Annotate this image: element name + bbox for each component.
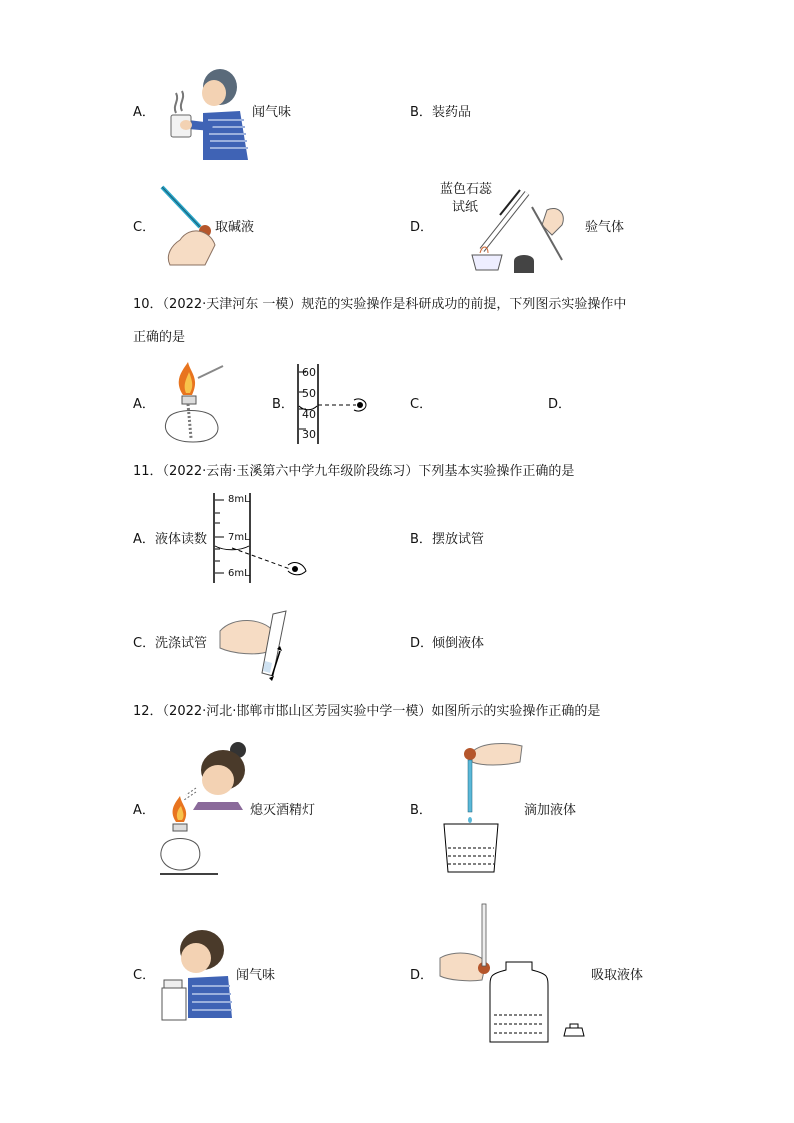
- q11-a-cylinder-reading-illustration: [212, 493, 312, 585]
- q9-option-a-letter: A．: [133, 105, 155, 120]
- q12-b-dropping-liquid-illustration: [442, 740, 532, 875]
- q10-scale-60: 60: [302, 366, 316, 379]
- q12-option-b-text: 滴加液体: [524, 803, 577, 818]
- q12-stem: 12．（2022·河北·邯郸市邯山区芳园实验中学一模）如图所示的实验操作正确的是: [133, 704, 601, 719]
- q10-option-a-letter: A．: [133, 397, 155, 412]
- q11-c-washing-tube-illustration: [218, 606, 298, 684]
- q11-cyl-label-8ml: 8mL: [228, 494, 250, 505]
- q9-option-d-text: 验气体: [585, 220, 625, 235]
- q10-option-c-letter: C．: [410, 397, 433, 412]
- q10-stem-line1: 10．（2022·天津河东 一模）规范的实验操作是科研成功的前提，下列图示实验操作中: [133, 297, 627, 312]
- q11-option-a-text: 液体读数: [155, 532, 208, 547]
- q9-option-a-text: 闻气味: [252, 105, 292, 120]
- q9-a-boy-smelling-illustration: [168, 65, 253, 160]
- q12-option-a-letter: A．: [133, 803, 155, 818]
- q11-option-a-letter: A．: [133, 532, 155, 547]
- q11-option-b-letter: B．: [410, 532, 432, 547]
- q12-option-c-letter: C．: [133, 968, 156, 983]
- q10-scale-40: 40: [302, 408, 316, 421]
- q9-option-b-letter: B．: [410, 105, 432, 120]
- q11-option-d-text: 倾倒液体: [432, 636, 485, 651]
- q9-option-b-text: 装药品: [432, 105, 472, 120]
- q11-option-c-text: 洗涤试管: [155, 636, 208, 651]
- q9-option-d-letter: D．: [410, 220, 434, 235]
- q10-stem-line2: 正确的是: [133, 330, 186, 345]
- q11-option-b-text: 摆放试管: [432, 532, 485, 547]
- q12-a-blowing-lamp-illustration: [158, 740, 253, 878]
- q11-option-d-letter: D．: [410, 636, 434, 651]
- q12-option-c-text: 闻气味: [236, 968, 276, 983]
- q10-option-d-letter: D．: [548, 397, 572, 412]
- q10-option-b-letter: B．: [272, 397, 294, 412]
- q10-scale-30: 30: [302, 428, 316, 441]
- q12-option-d-text: 吸取液体: [591, 968, 644, 983]
- q12-option-a-text: 熄灭酒精灯: [250, 803, 316, 818]
- q10-scale-50: 50: [302, 387, 316, 400]
- q9-c-dropper-hand-illustration: [160, 185, 220, 270]
- q10-a-lighting-alcohol-lamp-illustration: [158, 360, 228, 445]
- q11-cyl-label-6ml: 6mL: [228, 568, 250, 579]
- q9-option-c-text: 取碱液: [215, 220, 255, 235]
- q12-c-smelling-bottle-illustration: [160, 928, 235, 1023]
- q9-d-gas-test-illustration: [462, 185, 582, 275]
- q11-stem: 11．（2022·云南·玉溪第六中学九年级阶段练习）下列基本实验操作正确的是: [133, 464, 575, 479]
- q12-option-d-letter: D．: [410, 968, 434, 983]
- q12-option-b-letter: B．: [410, 803, 432, 818]
- q12-d-absorbing-liquid-illustration: [438, 900, 588, 1045]
- q11-cyl-label-7ml: 7mL: [228, 532, 250, 543]
- q9-d-label-paper: 试纸: [452, 200, 479, 215]
- q9-d-label-litmus: 蓝色石蕊: [440, 182, 493, 197]
- q9-option-c-letter: C．: [133, 220, 156, 235]
- q11-option-c-letter: C．: [133, 636, 156, 651]
